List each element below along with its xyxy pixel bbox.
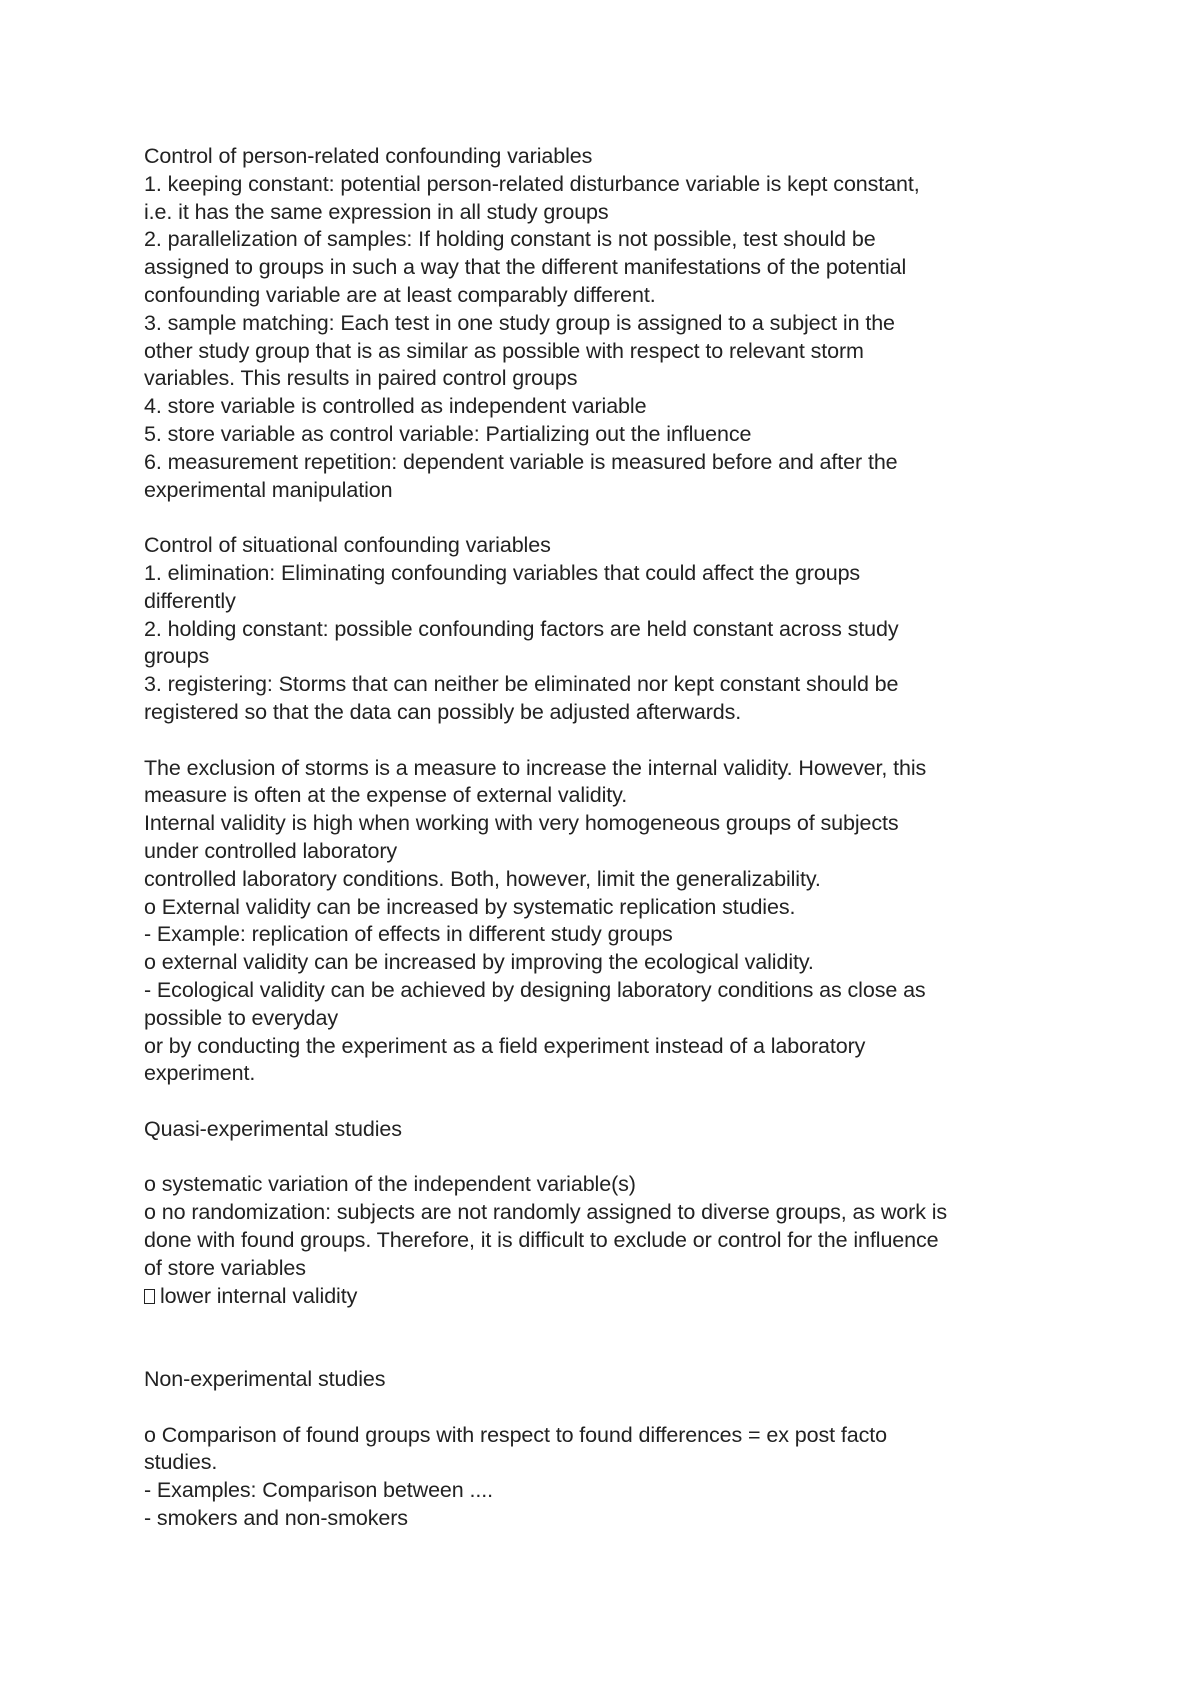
paragraph-gap xyxy=(144,727,1084,755)
text-line: or by conducting the experiment as a field experiment instead of a laboratory xyxy=(144,1033,866,1058)
text-line: - smokers and non-smokers xyxy=(144,1506,408,1531)
text-line: variables. This results in paired control groups xyxy=(144,366,578,391)
section-heading-quasi: Quasi-experimental studies xyxy=(144,1116,402,1141)
text-line: i.e. it has the same expression in all study groups xyxy=(144,199,609,224)
text-line: - Ecological validity can be achieved by designing laboratory conditions as close as xyxy=(144,977,926,1002)
arrow-line-text: lower internal validity xyxy=(160,1283,358,1308)
text-line: of store variables xyxy=(144,1255,306,1280)
text-line: - Example: replication of effects in different study groups xyxy=(144,922,673,947)
paragraph-gap xyxy=(144,1310,1084,1338)
text-line: 3. sample matching: Each test in one study group is assigned to a subject in the xyxy=(144,310,895,335)
text-line: Internal validity is high when working with very homogeneous groups of subjects xyxy=(144,811,899,836)
text-line: other study group that is as similar as possible with respect to relevant storm xyxy=(144,338,864,363)
text-line: o Comparison of found groups with respect to found differences = ex post facto xyxy=(144,1422,887,1447)
text-line: differently xyxy=(144,588,236,613)
document-body xyxy=(144,143,1084,1533)
arrow-line xyxy=(144,1283,1084,1311)
paragraph-gap xyxy=(144,1394,1084,1422)
text-line: The exclusion of storms is a measure to increase the internal validity. However, this xyxy=(144,755,927,780)
text-line: 1. elimination: Eliminating confounding variables that could affect the groups xyxy=(144,560,861,585)
text-line: studies. xyxy=(144,1450,218,1475)
text-line: possible to everyday xyxy=(144,1005,338,1030)
text-line: confounding variable are at least comparably different. xyxy=(144,282,656,307)
section-heading-situational: Control of situational confounding variables xyxy=(144,533,551,558)
text-line: 3. registering: Storms that can neither be eliminated nor kept constant should be xyxy=(144,672,899,697)
text-line: controlled laboratory conditions. Both, however, limit the generalizability. xyxy=(144,866,821,891)
text-line: groups xyxy=(144,644,210,669)
text-line: done with found groups. Therefore, it is difficult to exclude or control for the influence xyxy=(144,1228,939,1253)
text-line: experiment. xyxy=(144,1061,256,1086)
text-line: o systematic variation of the independent variable(s) xyxy=(144,1172,636,1197)
paragraph-gap xyxy=(144,504,1084,532)
text-line: o no randomization: subjects are not randomly assigned to diverse groups, as work is xyxy=(144,1200,948,1225)
paragraph-gap xyxy=(144,1088,1084,1116)
paragraph-gap xyxy=(144,1144,1084,1172)
text-line: - Examples: Comparison between .... xyxy=(144,1478,494,1503)
text-line: 4. store variable is controlled as independent variable xyxy=(144,394,647,419)
text-line: 5. store variable as control variable: Partializing out the influence xyxy=(144,421,752,446)
text-line: 2. parallelization of samples: If holding constant is not possible, test should be xyxy=(144,227,876,252)
missing-glyph-box-icon xyxy=(144,1289,155,1304)
text-line: o External validity can be increased by systematic replication studies. xyxy=(144,894,796,919)
text-line: 6. measurement repetition: dependent variable is measured before and after the xyxy=(144,449,898,474)
text-line: assigned to groups in such a way that the different manifestations of the potential xyxy=(144,255,907,280)
paragraph-gap xyxy=(144,1338,1084,1366)
section-heading-nonexp: Non-experimental studies xyxy=(144,1367,386,1392)
text-line: registered so that the data can possibly be adjusted afterwards. xyxy=(144,699,742,724)
text-line: 2. holding constant: possible confounding factors are held constant across study xyxy=(144,616,899,641)
text-line: measure is often at the expense of external validity. xyxy=(144,783,628,808)
text-line: 1. keeping constant: potential person-related disturbance variable is kept constant, xyxy=(144,171,920,196)
text-line: under controlled laboratory xyxy=(144,838,398,863)
section-heading-person: Control of person-related confounding variables xyxy=(144,144,593,168)
text-line: o external validity can be increased by improving the ecological validity. xyxy=(144,950,814,975)
text-line: experimental manipulation xyxy=(144,477,393,502)
